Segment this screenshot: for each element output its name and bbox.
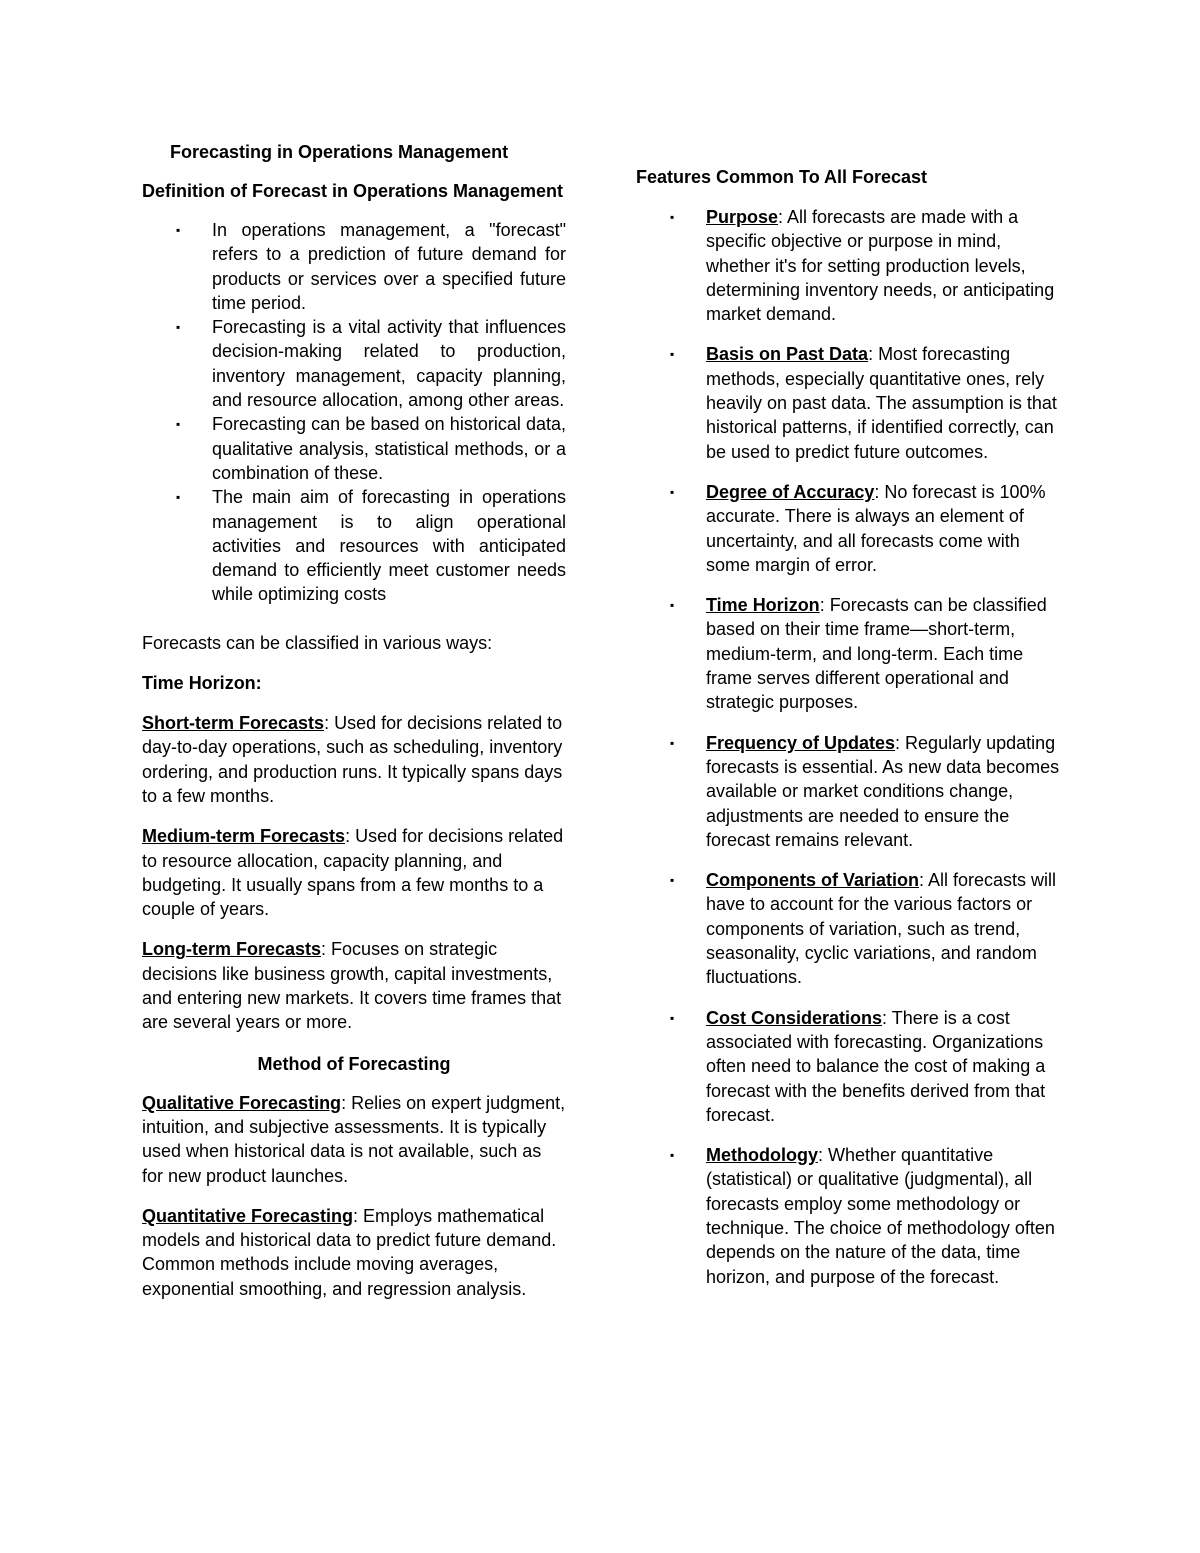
list-item: ▪ Purpose: All forecasts are made with a specific objective or purpose in mind, whether it's for setting production levels, determining inventory needs, or anticipating market demand. xyxy=(670,207,1055,325)
bullet-icon: ▪ xyxy=(670,1010,675,1025)
bullet-icon: ▪ xyxy=(176,490,181,505)
long-term-paragraph: Long-term Forecasts: Focuses on strategic decisions like business growth, capital investments, and entering new markets. It covers time frames that are several years or more. xyxy=(142,939,562,1033)
bullet-icon: ▪ xyxy=(176,417,181,432)
bullet-icon: ▪ xyxy=(670,347,675,362)
bullet-icon: ▪ xyxy=(176,320,181,335)
term-label: Components of Variation xyxy=(706,870,920,891)
qualitative-paragraph: Qualitative Forecasting: Relies on expert judgment, intuition, and subjective assessments. It is typically used when historical data is not available, such as for new product launches. xyxy=(142,1092,566,1186)
bullet-icon: ▪ xyxy=(670,1148,675,1163)
list-item: ▪ Time Horizon: Forecasts can be classified based on their time frame—short-term, medium-term, and long-term. Each time frame serves different operational and strategic purposes. xyxy=(670,595,1047,713)
bullet-icon: ▪ xyxy=(670,210,675,224)
term-label: Basis on Past Data xyxy=(706,344,869,365)
bullet-icon: ▪ xyxy=(670,873,675,888)
list-item: ▪ Frequency of Updates: Regularly updating forecasts is essential. As new data becomes available or market conditions change, adjustments are needed to ensure the forecast remains relevant. xyxy=(670,732,1060,850)
method-heading: Method of Forecasting xyxy=(257,1053,451,1074)
medium-term-paragraph: Medium-term Forecasts: Used for decisions related to resource allocation, capacity planning, and budgeting. It usually spans from a few months to a couple of years. xyxy=(142,826,564,920)
term-label: Cost Considerations xyxy=(706,1007,883,1028)
list-item: ▪ Forecasting can be based on historical data, qualitative analysis, statistical methods, or a combination of these. xyxy=(176,414,566,483)
classification-intro: Forecasts can be classified in various ways: xyxy=(142,632,493,653)
term-label: Methodology xyxy=(706,1145,818,1166)
bullet-icon: ▪ xyxy=(670,598,675,613)
list-item: ▪ In operations management, a "forecast" refers to a prediction of future demand for products or services over a specified future time period. xyxy=(176,220,566,313)
time-horizon-heading: Time Horizon: xyxy=(142,673,262,694)
quantitative-paragraph: Quantitative Forecasting: Employs mathematical models and historical data to predict future demand. Common methods include moving averages, exponential smoothing, and regression analysis. xyxy=(142,1205,557,1299)
short-term-paragraph: Short-term Forecasts: Used for decisions related to day-to-day operations, such as scheduling, inventory ordering, and production runs. It typically spans days to a few months. xyxy=(142,713,563,806)
list-item: ▪ Components of Variation: All forecasts will have to account for the various factors or components of variation, such as trend, seasonality, cyclic variations, and random fluctuations. xyxy=(670,870,1057,988)
definition-list xyxy=(142,218,566,607)
list-item: ▪ Forecasting is a vital activity that influences decision-making related to production, inventory management, capacity planning, and resource allocation, among other areas. xyxy=(176,317,566,411)
list-item: ▪ Degree of Accuracy: No forecast is 100% accurate. There is always an element of uncertainty, and all forecasts come with some margin of error. xyxy=(670,481,1046,575)
bullet-icon: ▪ xyxy=(670,735,675,750)
bullet-icon: ▪ xyxy=(176,223,181,237)
term-label: Purpose xyxy=(706,207,779,227)
left-column xyxy=(142,140,566,1317)
list-item: ▪ The main aim of forecasting in operations management is to align operational activities and resources with anticipated demand to efficiently meet customer needs while optimizing costs xyxy=(176,487,566,605)
list-item: ▪ Cost Considerations: There is a cost associated with forecasting. Organizations often need to balance the cost of making a forecast with the benefits derived from that forecast. xyxy=(670,1007,1046,1125)
term-label: Quantitative Forecasting xyxy=(142,1205,354,1226)
list-item: ▪ Basis on Past Data: Most forecasting methods, especially quantitative ones, rely heavily on past data. The assumption is that historical patterns, if identified correctly, can be used to predict future outcomes. xyxy=(670,344,1057,462)
definition-heading: Definition of Forecast in Operations Management xyxy=(142,181,564,201)
right-column xyxy=(636,165,1060,1305)
term-label: Short-term Forecasts xyxy=(142,713,325,734)
features-list xyxy=(636,205,1060,1289)
term-label: Degree of Accuracy xyxy=(706,481,875,502)
term-label: Medium-term Forecasts xyxy=(142,826,346,847)
term-label: Long-term Forecasts xyxy=(142,939,322,960)
term-label: Qualitative Forecasting xyxy=(142,1092,342,1113)
document-title: Forecasting in Operations Management xyxy=(170,142,509,162)
term-label: Time Horizon xyxy=(706,595,820,616)
term-label: Frequency of Updates xyxy=(706,732,896,753)
bullet-icon: ▪ xyxy=(670,484,675,499)
features-heading: Features Common To All Forecast xyxy=(636,167,928,187)
list-item: ▪ Methodology: Whether quantitative (statistical) or qualitative (judgmental), all forecasts employ some methodology or technique. The choice of methodology often depends on the nature of the data, time horizon, and purpose of the forecast. xyxy=(670,1145,1055,1287)
